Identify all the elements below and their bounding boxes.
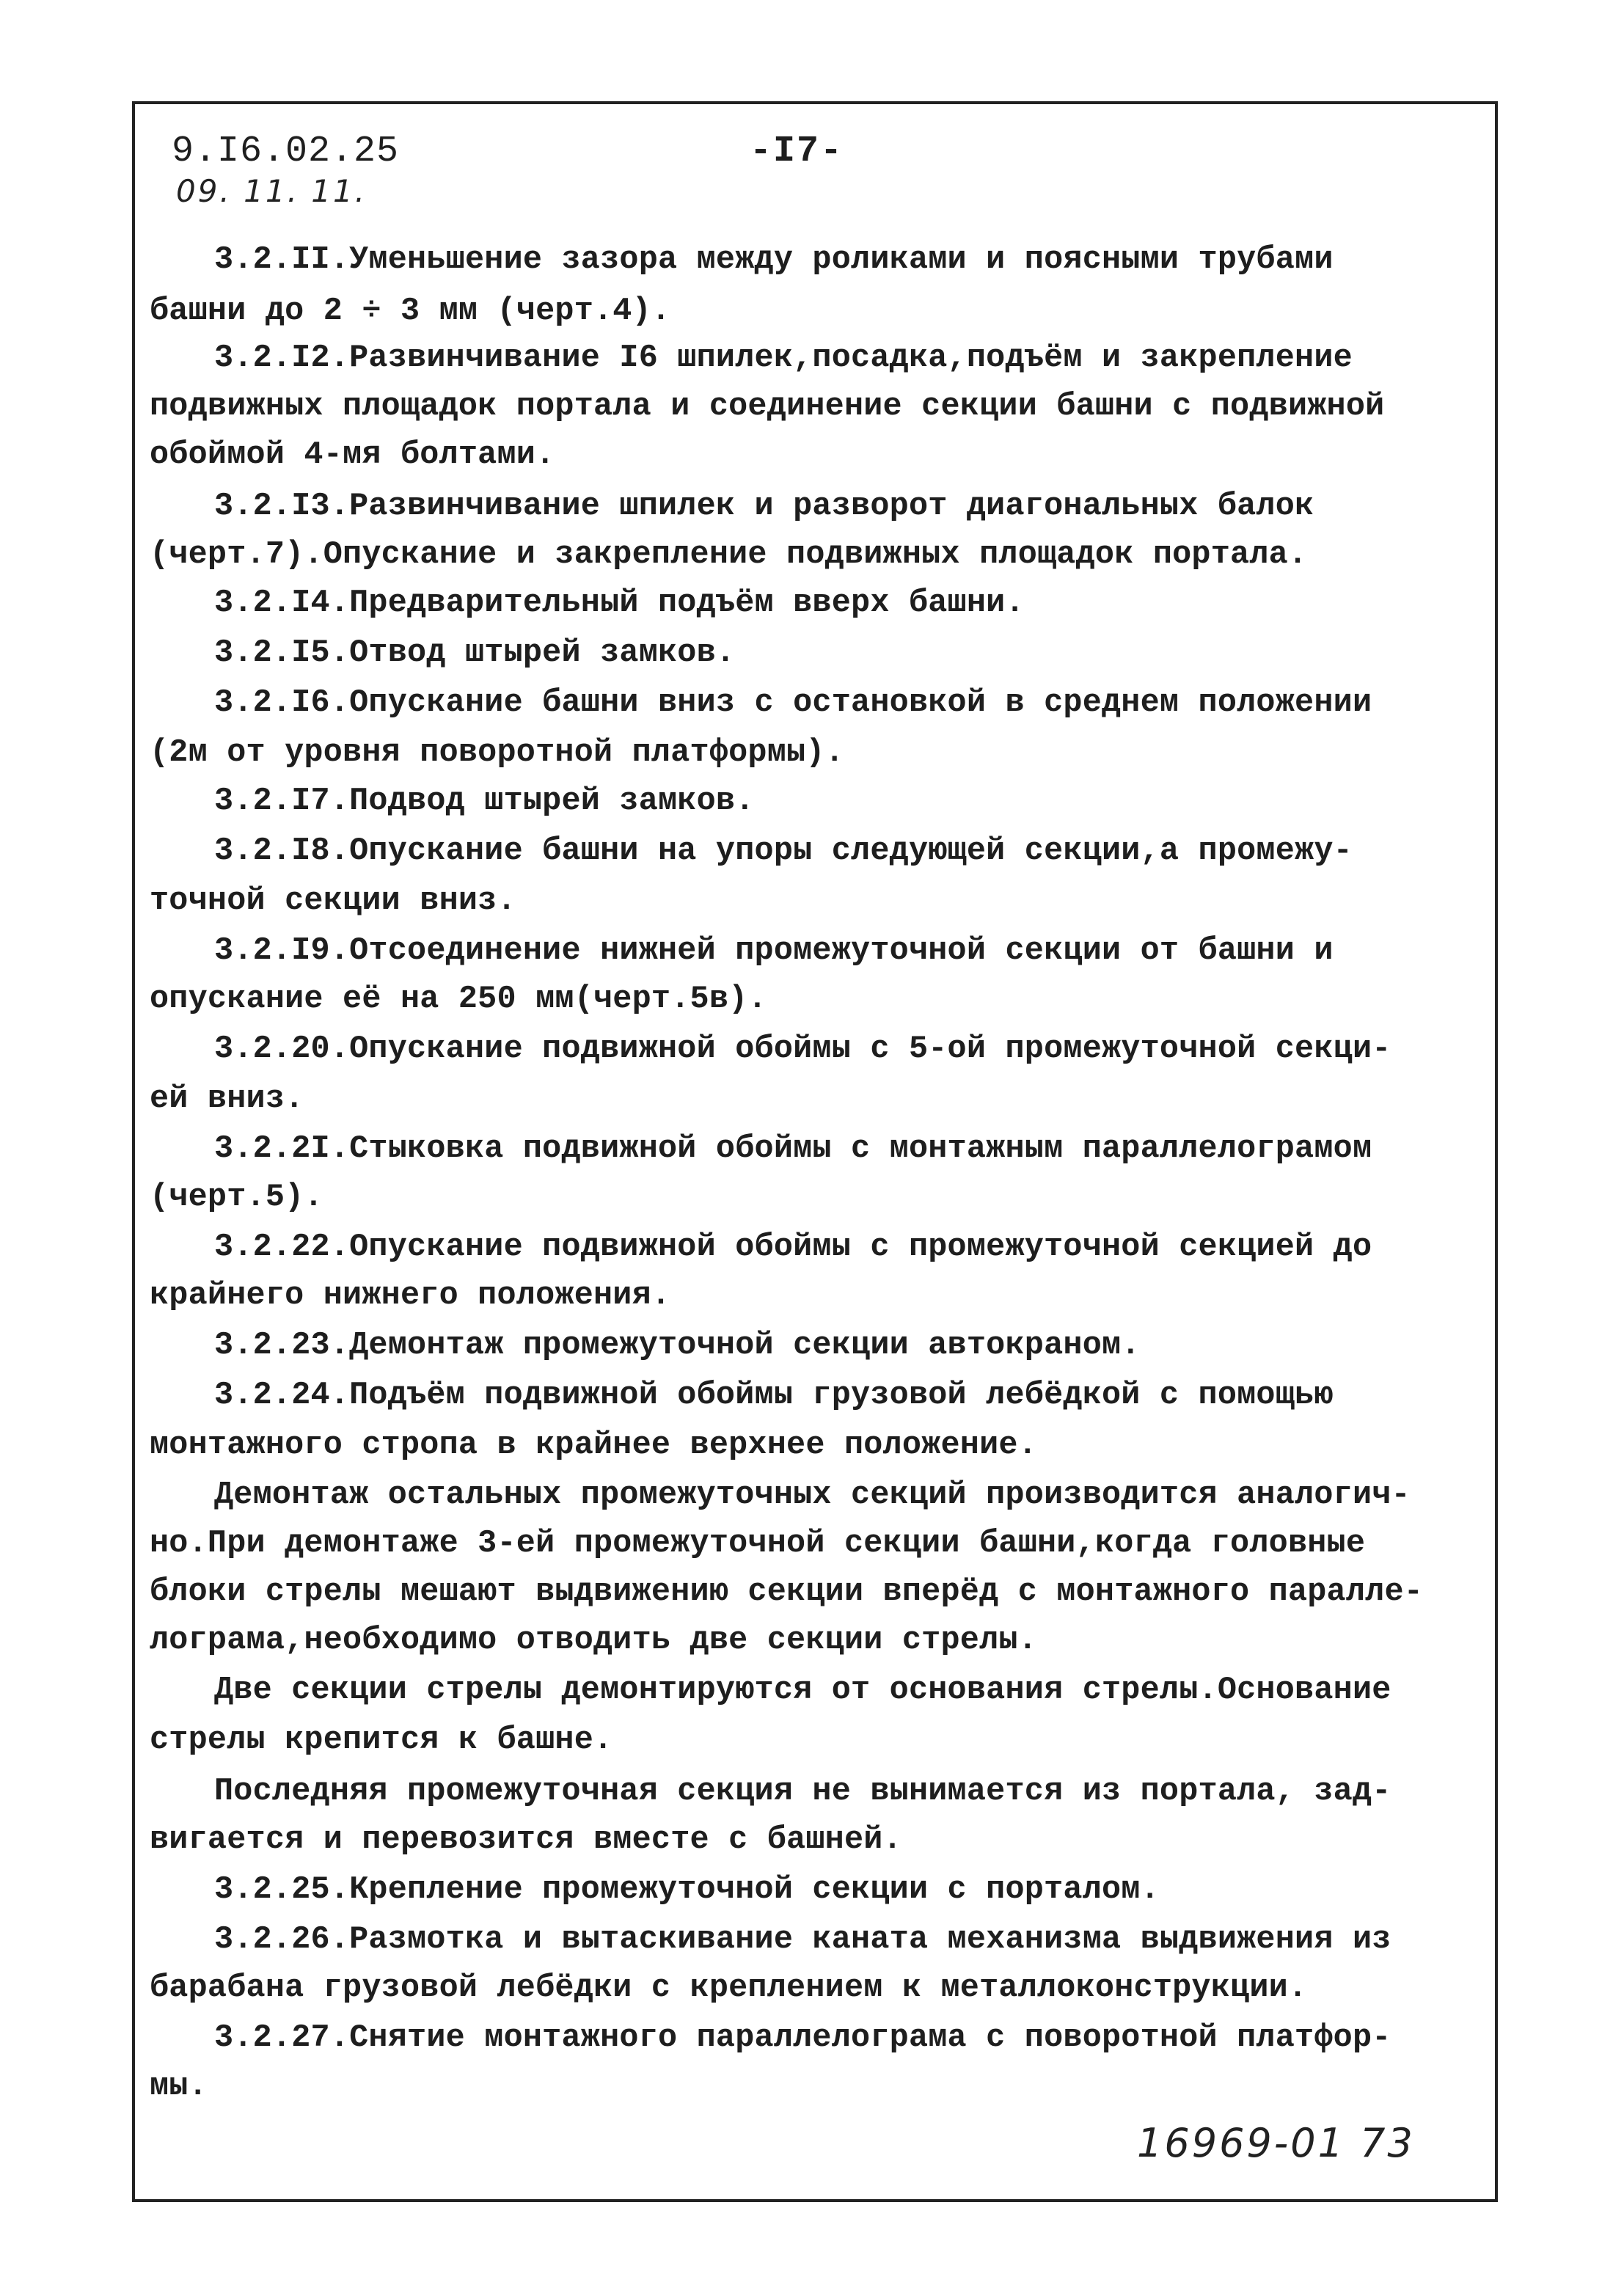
text-line: крайнего нижнего положения. (150, 1278, 671, 1314)
page-number: -I7- (750, 131, 844, 172)
text-line: 3.2.I6.Опускание башни вниз с остановкой в среднем положении (214, 685, 1372, 721)
text-line: опускание её на 250 мм(черт.5в). (150, 981, 767, 1017)
text-line: Две секции стрелы демонтируются от основания стрелы.Основание (214, 1672, 1391, 1708)
text-line: Последняя промежуточная секция не вынимается из портала, зад- (214, 1774, 1391, 1810)
text-line: 3.2.20.Опускание подвижной обоймы с 5-ой промежуточной секци- (214, 1031, 1391, 1067)
text-line: 3.2.26.Размотка и вытаскивание каната механизма выдвижения из (214, 1922, 1391, 1958)
text-line: мы. (150, 2069, 208, 2105)
text-line: 3.2.I5.Отвод штырей замков. (214, 635, 736, 671)
text-line: стрелы крепится к башне. (150, 1722, 613, 1758)
text-line: 3.2.II.Уменьшение зазора между роликами и поясными трубами (214, 242, 1334, 278)
text-line: 3.2.2I.Стыковка подвижной обоймы с монтажным параллелограмом (214, 1131, 1372, 1167)
text-line: 3.2.22.Опускание подвижной обоймы с промежуточной секцией до (214, 1229, 1372, 1265)
text-line: но.При демонтаже 3-ей промежуточной секции башни,когда головные (150, 1526, 1366, 1562)
text-line: 3.2.I2.Развинчивание I6 шпилек,посадка,подъём и закрепление (214, 340, 1353, 376)
text-line: подвижных площадок портала и соединение секции башни с подвижной (150, 389, 1385, 425)
text-line: блоки стрелы мешают выдвижению секции вперёд с монтажного паралле- (150, 1574, 1424, 1610)
text-line: 3.2.25.Крепление промежуточной секции с порталом. (214, 1872, 1160, 1908)
text-line: 3.2.I7.Подвод штырей замков. (214, 783, 755, 819)
text-line: 3.2.I4.Предварительный подъём вверх башни. (214, 585, 1025, 621)
text-line: 3.2.27.Снятие монтажного параллелограма с поворотной платфор- (214, 2020, 1391, 2056)
text-line: обоймой 4-мя болтами. (150, 437, 555, 473)
handwritten-archive-number: 16969-01 73 (1137, 2120, 1415, 2166)
text-line: барабана грузовой лебёдки с креплением к металлоконструкции. (150, 1970, 1308, 2006)
text-line: 3.2.23.Демонтаж промежуточной секции автокраном. (214, 1328, 1141, 1364)
handwritten-date: 09. 11. 11. (176, 173, 367, 209)
text-line: 3.2.I3.Развинчивание шпилек и разворот диагональных балок (214, 489, 1314, 524)
text-line: (черт.5). (150, 1180, 323, 1215)
text-line: 3.2.I9.Отсоединение нижней промежуточной секции от башни и (214, 933, 1334, 969)
text-line: 3.2.I8.Опускание башни на упоры следующей секции,а промежу- (214, 833, 1353, 869)
text-line: лограма,необходимо отводить две секции стрелы. (150, 1623, 1037, 1659)
text-line: ей вниз. (150, 1081, 304, 1117)
text-line: точной секции вниз. (150, 883, 516, 919)
text-line: монтажного стропа в крайнее верхнее положение. (150, 1427, 1037, 1463)
text-line: Демонтаж остальных промежуточных секций производится аналогич- (214, 1477, 1411, 1513)
document-code: 9.I6.02.25 (172, 131, 400, 172)
text-line: вигается и перевозится вместе с башней. (150, 1822, 902, 1858)
text-line: (2м от уровня поворотной платформы). (150, 735, 844, 771)
text-line: 3.2.24.Подъём подвижной обоймы грузовой лебёдкой с помощью (214, 1378, 1334, 1414)
text-line: башни до 2 ÷ 3 мм (черт.4). (150, 293, 671, 329)
text-line: (черт.7).Опускание и закрепление подвижных площадок портала. (150, 537, 1308, 573)
